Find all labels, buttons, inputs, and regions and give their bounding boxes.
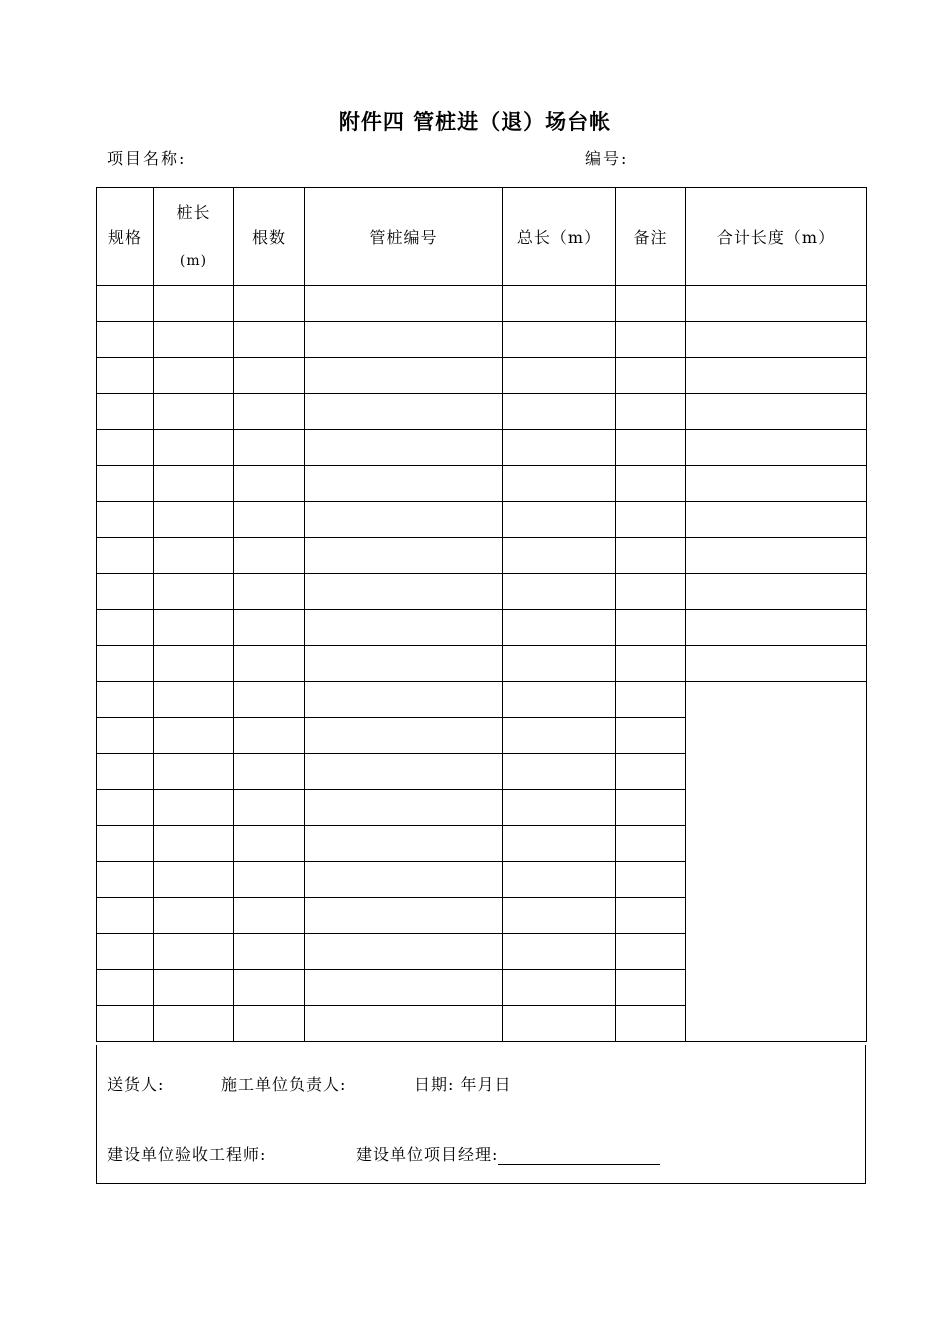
table-cell[interactable] [305, 826, 503, 862]
table-cell[interactable] [616, 358, 686, 394]
acceptance-engineer-label: 建设单位验收工程师: [107, 1145, 267, 1164]
document-title: 附件四 管桩进（退）场台帐 [338, 110, 612, 134]
table-cell[interactable] [97, 610, 154, 646]
table-cell[interactable] [305, 466, 503, 502]
table-cell[interactable] [97, 826, 154, 862]
table-cell[interactable] [305, 754, 503, 790]
table-cell[interactable] [616, 646, 686, 682]
table-cell[interactable] [503, 970, 616, 1006]
table-cell[interactable] [616, 790, 686, 826]
table-cell[interactable] [305, 718, 503, 754]
table-cell[interactable] [305, 862, 503, 898]
table-cell[interactable] [305, 790, 503, 826]
project-manager-field [356, 1142, 660, 1165]
table-cell[interactable] [503, 502, 616, 538]
table-row [97, 610, 867, 646]
table-cell[interactable] [616, 898, 686, 934]
table-cell[interactable] [234, 754, 305, 790]
table-cell[interactable] [234, 934, 305, 970]
table-row [97, 358, 867, 394]
table-cell[interactable] [616, 322, 686, 358]
table-cell[interactable] [234, 862, 305, 898]
table-cell[interactable] [154, 826, 234, 862]
header-pile-length-label: 桩长 [176, 202, 211, 222]
table-cell[interactable] [234, 898, 305, 934]
header-sum-length: 合计长度（m） [686, 188, 867, 286]
table-cell[interactable] [234, 466, 305, 502]
table-cell[interactable] [97, 286, 154, 322]
table-cell[interactable] [305, 286, 503, 322]
table-row [97, 394, 867, 430]
table-cell[interactable] [97, 430, 154, 466]
table-cell[interactable] [97, 1006, 154, 1042]
table-cell[interactable] [97, 394, 154, 430]
table-cell[interactable] [305, 610, 503, 646]
table-cell[interactable] [234, 430, 305, 466]
table-cell[interactable] [234, 1006, 305, 1042]
table-cell[interactable] [234, 358, 305, 394]
table-row [97, 466, 867, 502]
table-cell[interactable] [234, 826, 305, 862]
table-cell[interactable] [503, 862, 616, 898]
table-cell[interactable] [97, 934, 154, 970]
table-cell[interactable] [616, 538, 686, 574]
table-cell[interactable] [97, 322, 154, 358]
table-cell[interactable] [616, 574, 686, 610]
table-cell[interactable] [503, 322, 616, 358]
table-cell[interactable] [305, 430, 503, 466]
table-cell[interactable] [154, 718, 234, 754]
table-cell[interactable] [305, 538, 503, 574]
table-cell[interactable] [616, 610, 686, 646]
table-cell[interactable] [305, 1006, 503, 1042]
table-cell[interactable] [686, 502, 867, 538]
table-cell[interactable] [305, 322, 503, 358]
table-cell[interactable] [234, 970, 305, 1006]
table-cell[interactable] [686, 466, 867, 502]
table-cell[interactable] [686, 286, 867, 322]
header-remark: 备注 [616, 188, 686, 286]
table-header-row [97, 188, 867, 286]
table-cell[interactable] [97, 790, 154, 826]
table-cell[interactable] [616, 1006, 686, 1042]
table-cell[interactable] [154, 898, 234, 934]
table-cell[interactable] [154, 610, 234, 646]
table-cell[interactable] [503, 538, 616, 574]
table-cell[interactable] [305, 646, 503, 682]
construction-lead-label: 施工单位负责人: [221, 1075, 347, 1094]
table-cell[interactable] [503, 754, 616, 790]
table-cell[interactable] [97, 862, 154, 898]
table-cell[interactable] [305, 898, 503, 934]
table-cell[interactable] [305, 970, 503, 1006]
table-cell[interactable] [154, 790, 234, 826]
table-cell[interactable] [305, 682, 503, 718]
table-cell[interactable] [154, 322, 234, 358]
table-cell[interactable] [503, 1006, 616, 1042]
header-pile-length-unit: (m) [179, 252, 208, 269]
table-cell[interactable] [234, 538, 305, 574]
table-cell[interactable] [97, 358, 154, 394]
table-cell[interactable] [97, 646, 154, 682]
table-cell[interactable] [97, 970, 154, 1006]
table-cell[interactable] [686, 538, 867, 574]
table-cell[interactable] [154, 646, 234, 682]
table-row [97, 430, 867, 466]
table-cell[interactable] [616, 754, 686, 790]
table-row [97, 322, 867, 358]
table-cell[interactable] [686, 430, 867, 466]
sender-label: 送货人: [107, 1075, 165, 1094]
table-cell[interactable] [234, 610, 305, 646]
table-cell[interactable] [97, 466, 154, 502]
signature-line [498, 1147, 660, 1165]
document-number-label: 编号: [585, 149, 629, 168]
table-cell[interactable] [686, 574, 867, 610]
table-cell[interactable] [686, 394, 867, 430]
table-cell[interactable] [234, 322, 305, 358]
project-name-label: 项目名称: [107, 149, 187, 168]
table-cell[interactable] [686, 646, 867, 682]
table-cell[interactable] [616, 718, 686, 754]
table-cell[interactable] [154, 754, 234, 790]
table-cell[interactable] [154, 970, 234, 1006]
table-cell[interactable] [686, 610, 867, 646]
table-cell[interactable] [686, 358, 867, 394]
table-cell[interactable] [616, 430, 686, 466]
table-cell[interactable] [503, 682, 616, 718]
table-row [97, 286, 867, 322]
table-cell[interactable] [234, 718, 305, 754]
table-cell[interactable] [154, 682, 234, 718]
table-cell[interactable] [503, 358, 616, 394]
table-cell[interactable] [97, 898, 154, 934]
table-cell[interactable] [305, 502, 503, 538]
table-cell[interactable] [154, 1006, 234, 1042]
date-label: 日期: 年月日 [414, 1075, 512, 1094]
table-cell[interactable] [154, 502, 234, 538]
table-cell[interactable] [97, 574, 154, 610]
table-cell[interactable] [616, 286, 686, 322]
table-cell[interactable] [154, 574, 234, 610]
table-row [97, 682, 867, 718]
table-row [97, 538, 867, 574]
table-cell[interactable] [616, 826, 686, 862]
table-cell[interactable] [616, 502, 686, 538]
table-cell[interactable] [503, 286, 616, 322]
table-cell[interactable] [503, 790, 616, 826]
signature-section [96, 1045, 866, 1184]
table-cell[interactable] [305, 394, 503, 430]
table-cell[interactable] [616, 682, 686, 718]
table-cell[interactable] [97, 754, 154, 790]
table-cell[interactable] [154, 430, 234, 466]
table-cell[interactable] [616, 934, 686, 970]
table-cell[interactable] [154, 394, 234, 430]
header-count: 根数 [234, 188, 305, 286]
table-cell[interactable] [503, 574, 616, 610]
table-cell[interactable] [616, 466, 686, 502]
table-cell[interactable] [616, 970, 686, 1006]
table-cell[interactable] [503, 718, 616, 754]
table-cell[interactable] [503, 394, 616, 430]
table-cell[interactable] [503, 826, 616, 862]
header-total-length: 总长（m） [503, 188, 616, 286]
table-cell[interactable] [234, 574, 305, 610]
table-cell[interactable] [503, 898, 616, 934]
table-cell[interactable] [503, 646, 616, 682]
table-cell[interactable] [154, 934, 234, 970]
table-row [97, 646, 867, 682]
table-cell[interactable] [234, 646, 305, 682]
table-cell[interactable] [154, 358, 234, 394]
header-pile-number: 管桩编号 [305, 188, 503, 286]
table-cell[interactable] [503, 430, 616, 466]
table-cell[interactable] [234, 394, 305, 430]
table-cell[interactable] [503, 934, 616, 970]
table-cell[interactable] [97, 718, 154, 754]
table-body [97, 286, 867, 1042]
table-cell[interactable] [616, 862, 686, 898]
merged-sum-cell[interactable] [686, 682, 867, 1042]
table-cell[interactable] [154, 862, 234, 898]
pile-ledger-table [96, 187, 867, 1042]
table-cell[interactable] [234, 682, 305, 718]
table-cell[interactable] [234, 502, 305, 538]
table-cell[interactable] [686, 322, 867, 358]
table-cell[interactable] [97, 538, 154, 574]
header-spec: 规格 [97, 188, 154, 286]
table-cell[interactable] [154, 466, 234, 502]
table-cell[interactable] [234, 286, 305, 322]
table-cell[interactable] [503, 610, 616, 646]
table-cell[interactable] [305, 358, 503, 394]
table-cell[interactable] [234, 790, 305, 826]
table-cell[interactable] [154, 538, 234, 574]
table-cell[interactable] [616, 394, 686, 430]
table-cell[interactable] [154, 286, 234, 322]
table-row [97, 502, 867, 538]
project-manager-label: 建设单位项目经理: [356, 1145, 499, 1164]
table-cell[interactable] [305, 574, 503, 610]
table-cell[interactable] [97, 682, 154, 718]
header-pile-length [154, 188, 234, 286]
table-cell[interactable] [503, 466, 616, 502]
table-cell[interactable] [305, 934, 503, 970]
table-cell[interactable] [97, 502, 154, 538]
table-row [97, 574, 867, 610]
